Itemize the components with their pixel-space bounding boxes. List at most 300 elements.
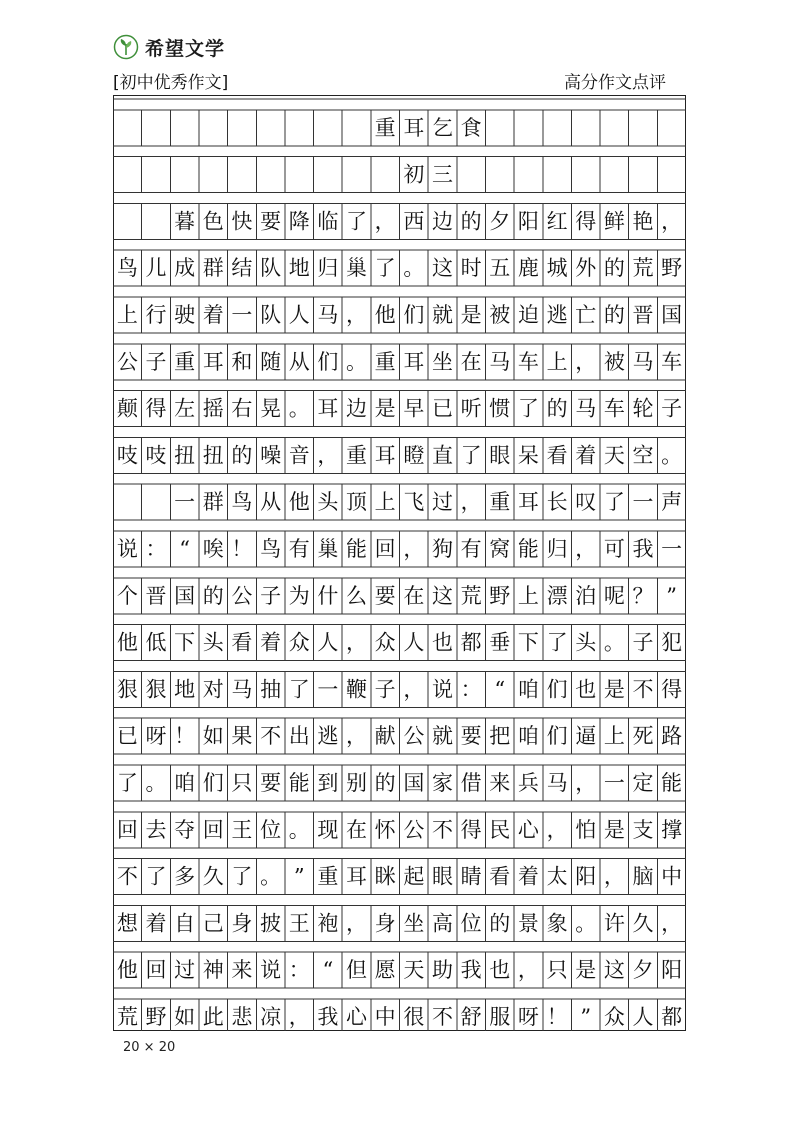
essay-char: ，	[460, 490, 482, 515]
essay-char: ，	[317, 443, 339, 468]
essay-char: 都	[661, 1005, 683, 1029]
essay-char: 呢	[603, 583, 625, 608]
essay-char: 一	[632, 490, 654, 515]
essay-char: ，	[288, 1005, 310, 1029]
essay-char: ，	[346, 630, 368, 655]
essay-char: 马	[489, 349, 511, 374]
essay-char: 得	[661, 677, 683, 702]
essay-char: 说	[116, 537, 138, 561]
essay-char: 荒	[632, 256, 654, 281]
essay-char: 咱	[174, 771, 196, 795]
essay-char: 我	[317, 1005, 339, 1029]
essay-char: 只	[546, 958, 568, 983]
essay-char: 阳	[661, 958, 683, 983]
essay-char: 不	[260, 724, 282, 749]
essay-char: 。	[346, 349, 368, 374]
essay-char: 重	[174, 349, 196, 374]
essay-char: “	[322, 958, 334, 983]
essay-char: 音	[288, 443, 310, 468]
essay-char: 神	[202, 958, 224, 983]
essay-char: 袍	[317, 911, 339, 936]
essay-char: 不	[116, 864, 138, 889]
essay-char: 了	[546, 630, 568, 655]
grid-spec-label: 20 × 20	[123, 1040, 176, 1055]
essay-char: 随	[260, 349, 282, 374]
essay-char: 人	[288, 303, 310, 327]
essay-char: 降	[288, 209, 310, 234]
essay-char: 公	[231, 583, 253, 608]
essay-char: 回	[116, 817, 138, 842]
essay-char: 要	[260, 771, 282, 795]
essay-char: 披	[260, 911, 282, 936]
title-char: 食	[460, 115, 482, 140]
essay-char: 归	[317, 256, 339, 281]
title-char: 乞	[431, 115, 453, 140]
author-char: 初	[403, 162, 425, 187]
essay-char: 得	[460, 817, 482, 842]
essay-char: 这	[431, 256, 453, 281]
essay-char: 中	[661, 864, 683, 889]
essay-char: 们	[202, 771, 224, 795]
essay-char: 长	[546, 490, 568, 515]
essay-char: 上	[116, 303, 138, 327]
essay-char: 能	[661, 771, 683, 795]
essay-char: 对	[202, 677, 224, 702]
essay-char: 愿	[374, 958, 396, 983]
essay-char: 要	[374, 583, 396, 608]
essay-char: 吱	[145, 443, 167, 468]
essay-char: 。	[575, 911, 597, 936]
essay-char: 回	[202, 817, 224, 842]
essay-char: 。	[288, 817, 310, 842]
essay-char: 自	[174, 911, 196, 936]
essay-char: 着	[517, 864, 539, 889]
essay-char: 人	[632, 1005, 654, 1029]
essay-char: 他	[116, 958, 138, 983]
essay-char: 巢	[317, 537, 339, 561]
category-label: [初中优秀作文]	[113, 73, 229, 93]
essay-char: 睛	[460, 864, 482, 889]
essay-char: ：	[145, 537, 167, 561]
essay-char: 鸟	[116, 256, 138, 281]
essay-char: 他	[116, 630, 138, 655]
essay-char: 身	[231, 911, 253, 936]
essay-char: 了	[145, 864, 167, 889]
essay-char: 夕	[489, 209, 511, 234]
essay-char: 可	[603, 537, 625, 561]
essay-char: 我	[460, 958, 482, 983]
essay-char: 阳	[517, 209, 539, 234]
essay-char: 在	[403, 583, 425, 608]
essay-char: 夺	[174, 817, 196, 842]
essay-char: 果	[231, 724, 253, 749]
essay-char: 队	[260, 256, 282, 281]
essay-char: 这	[431, 583, 453, 608]
essay-char: 群	[202, 490, 224, 515]
essay-char: 兵	[517, 771, 539, 795]
essay-char: 。	[288, 396, 310, 421]
essay-char: ，	[661, 911, 683, 936]
essay-char: 着	[145, 911, 167, 936]
essay-char: 逼	[575, 724, 597, 749]
essay-char: 右	[231, 396, 253, 421]
essay-char: 轮	[632, 396, 654, 421]
essay-char: 己	[202, 911, 224, 936]
essay-char: 凉	[260, 1005, 282, 1029]
essay-char: 一	[317, 677, 339, 702]
logo-text: 希望文学	[145, 37, 226, 60]
essay-char: 红	[546, 209, 568, 234]
essay-char: 狗	[431, 537, 453, 561]
essay-char: 撑	[661, 817, 683, 842]
essay-char: 头	[317, 490, 339, 515]
essay-char: 什	[317, 583, 339, 608]
essay-char: 是	[603, 817, 625, 842]
essay-char: 头	[202, 630, 224, 655]
essay-char: 他	[288, 490, 310, 515]
essay-char: 下	[174, 630, 196, 655]
essay-char: 着	[575, 443, 597, 468]
essay-char: 野	[661, 256, 683, 281]
essay-char: 晋	[632, 303, 654, 327]
essay-char: 来	[489, 771, 511, 795]
essay-char: 来	[231, 958, 253, 983]
essay-char: 高	[431, 911, 453, 936]
essay-char: 象	[546, 911, 568, 936]
essay-char: 我	[632, 537, 654, 561]
essay-char: 荒	[116, 1005, 138, 1029]
essay-char: 的	[489, 911, 511, 936]
essay-char: 色	[202, 209, 224, 234]
essay-char: 晃	[260, 396, 282, 421]
essay-char: 鲜	[603, 209, 625, 234]
essay-char: 的	[603, 256, 625, 281]
writing-grid	[113, 95, 686, 1031]
essay-char: 鸟	[260, 537, 282, 561]
essay-char: 就	[431, 724, 453, 749]
essay-char: 听	[460, 396, 482, 421]
essay-char: 顶	[346, 490, 368, 515]
essay-char: 和	[231, 349, 253, 374]
essay-char: 鸟	[231, 490, 253, 515]
essay-char: 国	[403, 771, 425, 795]
essay-char: 摇	[202, 396, 224, 421]
essay-char: 耳	[403, 349, 425, 374]
essay-char: 心	[517, 817, 539, 842]
essay-char: 人	[317, 630, 339, 655]
essay-char: 不	[632, 677, 654, 702]
essay-char: 起	[403, 864, 425, 889]
essay-char: 噪	[260, 443, 282, 468]
essay-char: 耳	[374, 443, 396, 468]
essay-char: ，	[546, 817, 568, 842]
essay-char: 看	[489, 864, 511, 889]
essay-char: ：	[460, 677, 482, 702]
essay-char: 国	[174, 583, 196, 608]
essay-char: 中	[374, 1005, 396, 1029]
essay-char: 儿	[145, 256, 167, 281]
essay-char: 窝	[489, 537, 511, 561]
essay-char: 到	[317, 771, 339, 795]
essay-char: 能	[288, 771, 310, 795]
essay-char: “	[494, 677, 506, 702]
essay-char: 左	[174, 396, 196, 421]
essay-char: ，	[346, 911, 368, 936]
essay-char: 叹	[575, 490, 597, 515]
essay-char: 重	[346, 443, 368, 468]
essay-char: 马	[632, 349, 654, 374]
essay-char: 亡	[575, 303, 597, 327]
essay-char: 阳	[575, 864, 597, 889]
essay-char: 逃	[317, 724, 339, 749]
essay-char: 。	[403, 256, 425, 281]
essay-char: 脑	[632, 864, 654, 889]
essay-char: 众	[288, 630, 310, 655]
essay-char: 的	[460, 209, 482, 234]
essay-char: 久	[202, 864, 224, 889]
essay-char: 。	[661, 443, 683, 468]
essay-char: 。	[145, 771, 167, 795]
essay-char: 吱	[116, 443, 138, 468]
essay-char: 马	[231, 677, 253, 702]
essay-char: 呆	[517, 443, 539, 468]
essay-char: 也	[489, 958, 511, 983]
essay-char: 了	[288, 677, 310, 702]
essay-char: 一	[661, 537, 683, 561]
essay-char: 晋	[145, 583, 167, 608]
essay-char: 久	[632, 911, 654, 936]
essay-char: 只	[231, 771, 253, 795]
essay-char: 这	[603, 958, 625, 983]
essay-char: 借	[460, 771, 482, 795]
essay-char: ，	[575, 349, 597, 374]
essay-char: ，	[403, 537, 425, 561]
essay-char: 唉	[202, 537, 224, 561]
essay-char: 呀	[517, 1005, 539, 1029]
essay-char: 驶	[174, 303, 196, 327]
essay-char: 群	[202, 256, 224, 281]
essay-char: 如	[174, 1005, 196, 1029]
essay-char: 如	[202, 724, 224, 749]
essay-char: 有	[460, 537, 482, 561]
essay-char: 要	[260, 209, 282, 234]
essay-char: 路	[661, 724, 683, 749]
essay-char: 是	[374, 396, 396, 421]
essay-char: 过	[174, 958, 196, 983]
essay-char: 能	[346, 537, 368, 561]
essay-char: 怕	[575, 817, 597, 842]
essay-char: 荒	[460, 583, 482, 608]
grid-lines	[113, 96, 686, 1032]
essay-char: 看	[231, 630, 253, 655]
essay-char: 么	[346, 583, 368, 608]
essay-char: 有	[288, 537, 310, 561]
essay-char: 也	[575, 677, 597, 702]
essay-char: ，	[346, 724, 368, 749]
essay-char: 死	[632, 724, 654, 749]
title-char: 耳	[403, 115, 425, 140]
essay-char: 支	[632, 817, 654, 842]
essay-char: ，	[603, 864, 625, 889]
essay-char: 扭	[174, 443, 196, 468]
essay-char: ，	[575, 771, 597, 795]
essay-char: 但	[346, 958, 368, 983]
sprout-circle-icon	[113, 34, 139, 60]
essay-char: 西	[403, 209, 425, 234]
essay-char: 空	[632, 443, 654, 468]
essay-char: ”	[293, 864, 305, 889]
essay-char: 他	[374, 303, 396, 327]
essay-char: ，	[346, 303, 368, 327]
title-char: 重	[374, 115, 396, 140]
essay-char: ！	[546, 1005, 568, 1029]
essay-char: 位	[460, 911, 482, 936]
essay-char: 是	[460, 303, 482, 327]
essay-char: 早	[403, 396, 425, 421]
essay-char: ，	[374, 209, 396, 234]
essay-char: 垂	[489, 630, 511, 655]
essay-char: 位	[260, 817, 282, 842]
essay-char: 耳	[202, 349, 224, 374]
essay-char: 眼	[489, 443, 511, 468]
essay-char: 地	[288, 256, 310, 281]
essay-char: 是	[603, 677, 625, 702]
essay-char: 舒	[460, 1005, 482, 1029]
essay-char: 咱	[517, 724, 539, 749]
essay-char: ！	[231, 537, 253, 561]
essay-char: 鞭	[346, 677, 368, 702]
essay-char: 快	[231, 209, 253, 234]
essay-char: 巢	[346, 256, 368, 281]
essay-char: 地	[174, 677, 196, 702]
essay-char: 助	[431, 958, 453, 983]
essay-char: 五	[489, 256, 511, 281]
publisher-logo	[113, 33, 225, 61]
essay-char: 上	[517, 583, 539, 608]
essay-char: 人	[403, 630, 425, 655]
essay-char: 被	[489, 303, 511, 327]
essay-char: 一	[231, 303, 253, 327]
essay-char: 边	[346, 396, 368, 421]
essay-char: 呀	[145, 724, 167, 749]
essay-char: 了	[603, 490, 625, 515]
essay-char: 飞	[403, 490, 425, 515]
essay-char: 把	[489, 724, 511, 749]
essay-char: 的	[546, 396, 568, 421]
essay-char: 也	[431, 630, 453, 655]
essay-char: 天	[403, 958, 425, 983]
essay-char: 家	[431, 771, 453, 795]
essay-char: 王	[231, 817, 253, 842]
essay-char: 已	[116, 724, 138, 749]
essay-char: 公	[116, 349, 138, 374]
essay-char: 鹿	[517, 256, 539, 281]
essay-char: 着	[202, 303, 224, 327]
essay-char: 头	[575, 630, 597, 655]
essay-char: 了	[346, 209, 368, 234]
essay-char: 得	[145, 396, 167, 421]
essay-char: 们	[403, 303, 425, 327]
essay-char: 归	[546, 537, 568, 561]
essay-char: 野	[489, 583, 511, 608]
essay-char: 声	[661, 490, 683, 515]
essay-char: 了	[460, 443, 482, 468]
essay-char: 犯	[661, 630, 683, 655]
essay-char: 耳	[346, 864, 368, 889]
essay-char: 了	[116, 771, 138, 795]
essay-char: 马	[575, 396, 597, 421]
essay-char: 眼	[431, 864, 453, 889]
essay-char: 逃	[546, 303, 568, 327]
essay-char: 子	[260, 583, 282, 608]
essay-char: 重	[374, 349, 396, 374]
essay-char: 众	[603, 1005, 625, 1029]
essay-char: 外	[575, 256, 597, 281]
essay-char: 车	[661, 349, 683, 374]
essay-char: 着	[260, 630, 282, 655]
essay-char: 得	[575, 209, 597, 234]
essay-char: 在	[460, 349, 482, 374]
essay-char: ，	[403, 677, 425, 702]
essay-char: 不	[431, 817, 453, 842]
essay-char: 一	[174, 490, 196, 515]
essay-char: 艳	[632, 209, 654, 234]
essay-char: 现	[317, 817, 339, 842]
essay-char: 子	[661, 396, 683, 421]
essay-char: 颠	[116, 396, 138, 421]
essay-char: 重	[317, 864, 339, 889]
section-label: 高分作文点评	[564, 73, 666, 93]
essay-char: 去	[145, 817, 167, 842]
essay-char: 怀	[374, 817, 396, 842]
essay-char: 为	[288, 583, 310, 608]
essay-char: 此	[202, 1005, 224, 1029]
essay-char: 从	[260, 490, 282, 515]
essay-char: ？	[632, 583, 654, 608]
essay-char: ：	[288, 958, 310, 983]
author-char: 三	[431, 162, 453, 187]
essay-char: 说	[431, 677, 453, 702]
essay-char: 看	[546, 443, 568, 468]
essay-char: 暮	[174, 209, 196, 234]
essay-char: 了	[517, 396, 539, 421]
essay-char: 成	[174, 256, 196, 281]
essay-char: 时	[460, 256, 482, 281]
essay-char: 从	[288, 349, 310, 374]
essay-char: 了	[374, 256, 396, 281]
essay-char: 车	[517, 349, 539, 374]
essay-char: 野	[145, 1005, 167, 1029]
essay-char: 结	[231, 256, 253, 281]
essay-char: 子	[374, 677, 396, 702]
essay-char: 个	[116, 583, 138, 608]
essay-char: 行	[145, 303, 167, 327]
essay-char: 边	[431, 209, 453, 234]
essay-char: ，	[517, 958, 539, 983]
essay-char: 们	[317, 349, 339, 374]
essay-char: 耳	[517, 490, 539, 515]
essay-char: 被	[603, 349, 625, 374]
essay-char: 过	[431, 490, 453, 515]
essay-char: 直	[431, 443, 453, 468]
essay-char: 抽	[260, 677, 282, 702]
essay-char: 马	[317, 303, 339, 327]
essay-char: 就	[431, 303, 453, 327]
essay-char: ”	[666, 583, 678, 608]
essay-char: 公	[403, 817, 425, 842]
essay-char: 公	[403, 724, 425, 749]
essay-char: 定	[632, 771, 654, 795]
